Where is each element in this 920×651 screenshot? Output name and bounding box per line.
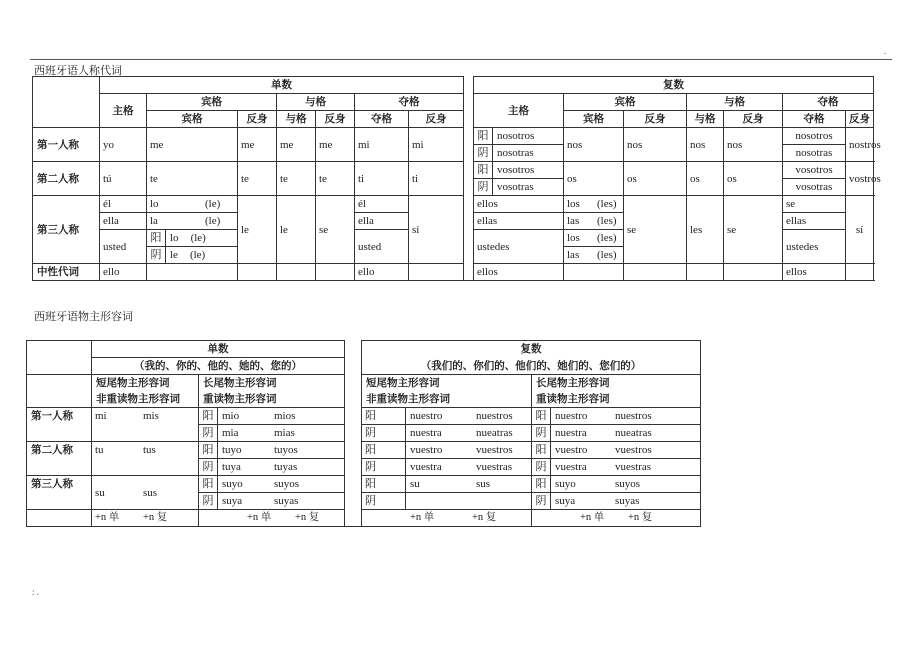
table-row: 中性代词 ello ello ellos ellos xyxy=(33,264,874,281)
row-label-neuter: 中性代词 xyxy=(33,264,100,281)
header-row-1 xyxy=(33,77,874,94)
dative-header: 与格 xyxy=(277,94,355,111)
nominative-header: 主格 xyxy=(100,94,147,128)
table-row: 第一人称 mi mis 阳 mio mios 阳 nuestro nuestros 阳 nuestro nuestros xyxy=(27,408,701,425)
plural-prepositional-header: 夺格 xyxy=(783,94,874,111)
plural-subheader: （我们的、你们的、他们的、她们的、您们的） xyxy=(362,358,701,375)
plural-dative-header: 与格 xyxy=(687,94,783,111)
plural-header: 复数 xyxy=(362,341,701,358)
table-row: 第二人称 tu tus 阳 tuyo tuyos 阳 vuestro vuestros 阳 vuestro vuestros xyxy=(27,442,701,459)
row-label-third-person: 第三人称 xyxy=(33,196,100,264)
possessive-adjective-table: 单数 复数 （我的、你的、他的、她的、您的） （我们的、你们的、他们的、她们的、您们的） 短尾物主形容词 长尾物主形容词 短尾物主形容词 长尾物主形容词 非重读物主形容词 重读物主形容词 非重读物主形容词 重读物主形容词 第一人称 mi mis 阳 mio mios 阳 nuestro nuestros 阳 nuestro nuestros 阴 mia mias 阴 nuestra nueatras 阴 nuestra nueatras 第二人称 tu tus 阳 tuyo tuyos 阳 vuestro vuestros 阳 vuestro vuestros 阴 tuya tuyas 阴 vuestra vuestras 阴 vuestra vuestras 第三人称 su sus 阳 suyo suyos 阳 su sus 阳 suyo suyos 阴 suya suyas 阴 阴 suya suyas +n 单 +n 复 +n 单 +n 复 +n 单 +n 复 +n 单 +n 复 xyxy=(26,340,701,527)
table-row: 第三人称 su sus 阳 suyo suyos 阳 su sus 阳 suyo suyos xyxy=(27,476,701,493)
table-row: +n 单 +n 复 +n 单 +n 复 +n 单 +n 复 +n 单 +n 复 xyxy=(27,510,701,527)
header-rule xyxy=(30,59,892,60)
personal-pronoun-table: 单数 复数 主格 宾格 与格 夺格 主格 宾格 与格 夺格 宾格 反身 与格 反身 夺格 反身 宾格 反身 与格 反身 夺格 反身 第一人称 yo me me me me mi mi 阳 nosotros nos nos nos nos nosotros nostros 阴 nosotras nosotras 第二人称 tú te te te te ti ti 阳 vosotros os os os os vosotros vostros 阴 vosotras vosotras 第三人称 él lo (le) le le se él sí ellos los (les) se les se se sí ella la (le) ella ellas las (les) ellas usted 阳 lo (le) usted ustedes los (les) ustedes 阴 le (le) las (les) 中性代词 ello ello ellos ellos xyxy=(32,76,874,281)
table-row: 第二人称 tú te te te te ti ti 阳 vosotros os os os os vosotros vostros xyxy=(33,162,874,179)
singular-subheader: （我的、你的、他的、她的、您的） xyxy=(92,358,345,375)
plural-nominative-header: 主格 xyxy=(474,94,564,128)
table-row: 第三人称 él lo (le) le le se él sí ellos los (les) se les se se sí xyxy=(33,196,874,213)
prepositional-header: 夺格 xyxy=(355,94,464,111)
row-label-first-person: 第一人称 xyxy=(27,408,92,442)
pronoun-table-caption: 西班牙语人称代词 xyxy=(34,65,122,77)
row-label-third-person: 第三人称 xyxy=(27,476,92,510)
table-row: 第一人称 yo me me me me mi mi 阳 nosotros nos nos nos nos nosotros nostros xyxy=(33,128,874,145)
singular-header: 单数 xyxy=(100,77,464,94)
possessive-table-caption: 西班牙语物主形容词 xyxy=(34,311,133,323)
row-label-second-person: 第二人称 xyxy=(33,162,100,196)
plural-accusative-header: 宾格 xyxy=(564,94,687,111)
plural-header: 复数 xyxy=(474,77,874,94)
accusative-header: 宾格 xyxy=(147,94,277,111)
row-label-first-person: 第一人称 xyxy=(33,128,100,162)
singular-header: 单数 xyxy=(92,341,345,358)
row-label-second-person: 第二人称 xyxy=(27,442,92,476)
corner-mark-bottom: : . xyxy=(32,587,40,597)
corner-mark: . xyxy=(884,46,887,56)
